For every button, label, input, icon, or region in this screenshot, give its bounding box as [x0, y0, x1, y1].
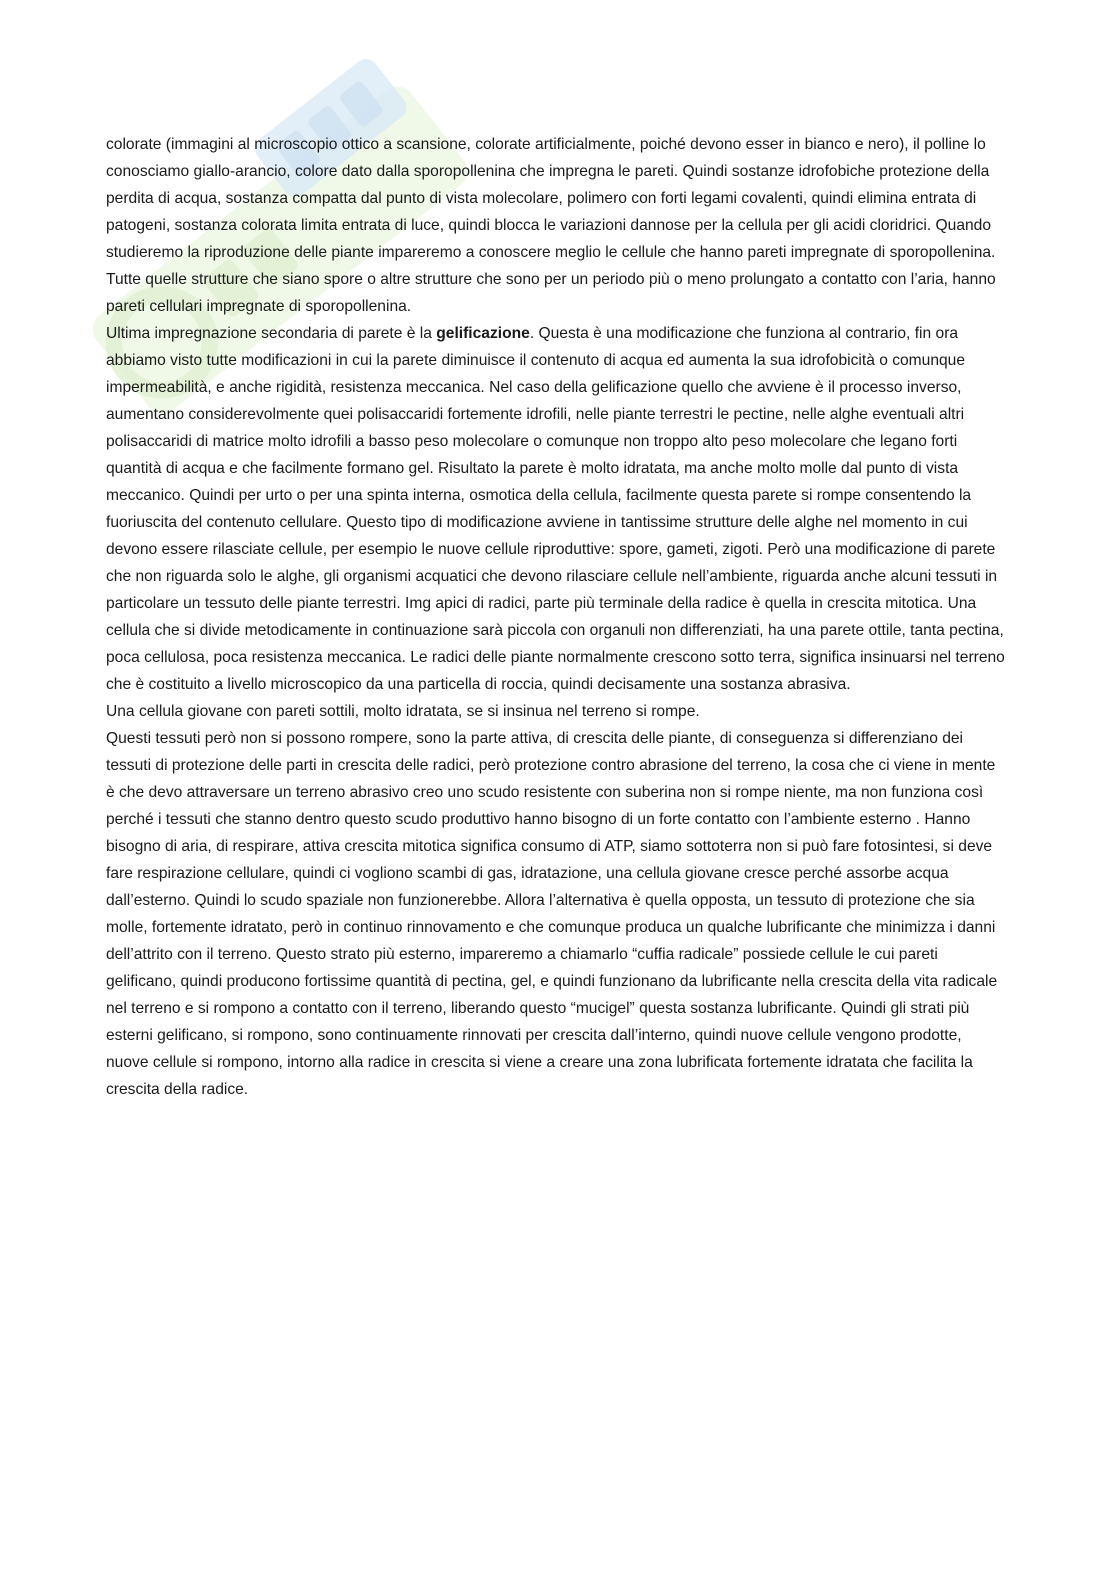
paragraph-sporopollenina: colorate (immagini al microscopio ottico a scansione, colorate artificialmente, poiché devono esser in bianco e nero), il polline lo conosciamo giallo-arancio, colore dato dalla sporopollenina che impregna le pareti. Quindi sostanze idrofobiche protezione della perdita di acqua, sostanza compatta dal punto di vista molecolare, polimero con forti legami covalenti, quindi elimina entrata di patogeni, sostanza colorata limita entrata di luce, quindi blocca le variazioni dannose per la cellula per gli acidi cloridrici. Quando studieremo la riproduzione delle piante impareremo a conoscere meglio le cellule che hanno pareti impregnate di sporopollenina. Tutte quelle strutture che siano spore o altre strutture che sono per un periodo più o meno prolungato a contatto con l’aria, hanno pareti cellulari impregnate di sporopollenina. — [106, 136, 996, 315]
paragraph-gelificazione-intro: Ultima impregnazione secondaria di parete è la — [106, 325, 437, 342]
paragraph-gelificazione-body: . Questa è una modificazione che funziona al contrario, fin ora abbiamo visto tutte modificazioni in cui la parete diminuisce il contenuto di acqua ed aumenta la sua idrofobicità o comunque impermeabilità, e anche rigidità, resistenza meccanica. Nel caso della gelificazione quello che avviene è il processo inverso, aumentano considerevolmente quei polisaccaridi fortemente idrofili, nelle piante terrestri le pectine, nelle alghe eventuali altri polisaccaridi di matrice molto idrofili a basso peso molecolare o comunque non troppo alto peso molecolare che legano forti quantità di acqua e che facilmente formano gel. Risultato la parete è molto idratata, ma anche molto molle dal punto di vista meccanico. Quindi per urto o per una spinta interna, osmotica della cellula, facilmente questa parete si rompe consentendo la fuoriuscita del contenuto cellulare. Questo tipo di modificazione avviene in tantissime strutture delle alghe nel momento in cui devono essere rilasciate cellule, per esempio le nuove cellule riproduttive: spore, gameti, zigoti. Però una modificazione di parete che non riguarda solo le alghe, gli organismi acquatici che devono rilasciare cellule nell’ambiente, riguarda anche alcuni tessuti in particolare un tessuto delle piante terrestri. Img apici di radici, parte più terminale della radice è quella in crescita mitotica. Una cellula che si divide metodicamente in continuazione sarà piccola con organuli non differenziati, ha una parete ottile, tanta pectina, poca cellulosa, poca resistenza meccanica. Le radici delle piante normalmente crescono sotto terra, significa insinuarsi nel terreno che è costituito a livello microscopico da una particella di roccia, quindi decisamente una sostanza abrasiva. — [106, 325, 1005, 693]
term-gelificazione: gelificazione — [436, 325, 530, 342]
paragraph-cuffia-radicale: Questi tessuti però non si possono rompere, sono la parte attiva, di crescita delle piante, di conseguenza si differenziano dei tessuti di protezione delle parti in crescita delle radici, però protezione contro abrasione del terreno, la cosa che ci viene in mente è che devo attraversare un terreno abrasivo creo uno scudo resistente con suberina non si rompe niente, ma non funziona così perché i tessuti che stanno dentro questo scudo produttivo hanno bisogno di un forte contatto con l’ambiente esterno . Hanno bisogno di aria, di respirare, attiva crescita mitotica significa consumo di ATP, siamo sottoterra non si può fare fotosintesi, si deve fare respirazione cellulare, quindi ci vogliono scambi di gas, idratazione, una cellula giovane cresce perché assorbe acqua dall’esterno. Quindi lo scudo spaziale non funzionerebbe. Allora l’alternativa è quella opposta, un tessuto di protezione che sia molle, fortemente idratato, però in continuo rinnovamento e che comunque produca un qualche lubrificante che minimizza i danni dell’attrito con il terreno. Questo strato più esterno, impareremo a chiamarlo “cuffia radicale” possiede cellule le cui pareti gelificano, quindi producono fortissime quantità di pectina, gel, e quindi funzionano da lubrificante nella crescita della vita radicale nel terreno e si rompono a contatto con il terreno, liberando questo “mucigel” questa sostanza lubrificante. Quindi gli strati più esterni gelificano, si rompono, sono continuamente rinnovati per crescita dall’interno, quindi nuove cellule vengono prodotte, nuove cellule si rompono, intorno alla radice in crescita si viene a creare una zona lubrificata fortemente idratata che facilita la crescita della radice. — [106, 730, 998, 1098]
document-body — [106, 131, 1006, 1103]
paragraph-cellula-giovane: Una cellula giovane con pareti sottili, molto idratata, se si insinua nel terreno si rompe. — [106, 703, 700, 720]
paragraph-gelificazione — [106, 320, 1006, 698]
